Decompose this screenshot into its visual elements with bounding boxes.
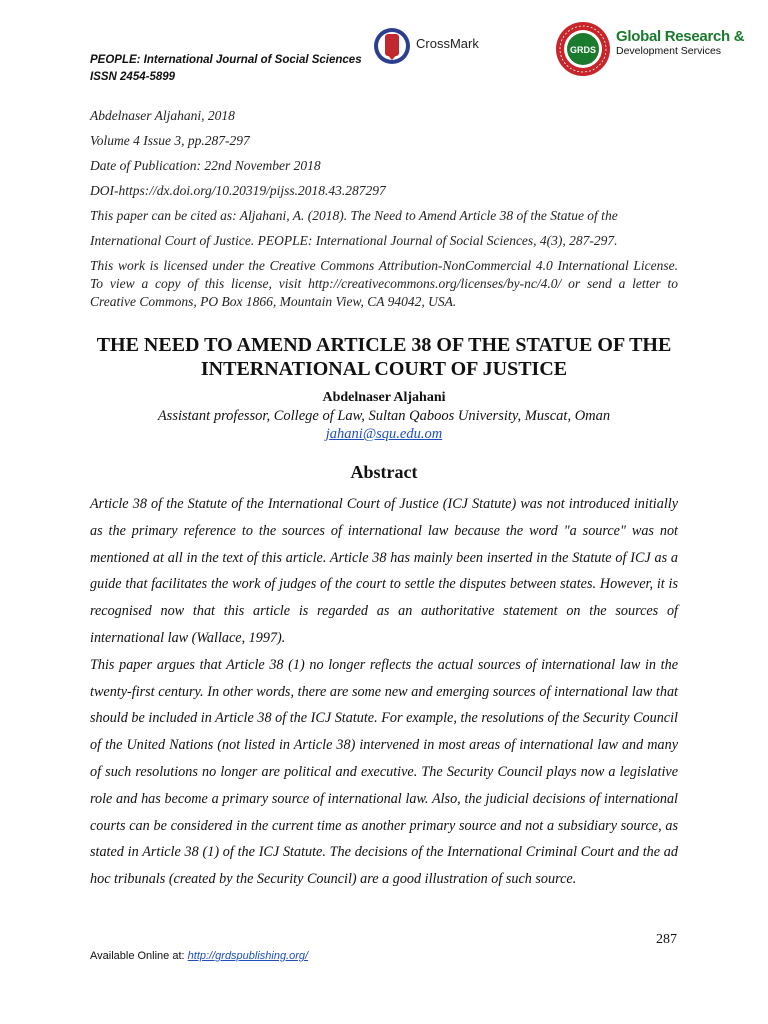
publisher-logo (554, 20, 754, 80)
seal-text: GRDS (569, 45, 597, 55)
issn: ISSN 2454-5899 (90, 71, 176, 83)
paper-title: THE NEED TO AMEND ARTICLE 38 OF THE STATUE OF THE INTERNATIONAL COURT OF JUSTICE (96, 334, 672, 380)
abstract-paragraph-1: Article 38 of the Statute of the International Court of Justice (ICJ Statute) was not introduced initially as the primary reference to the sources of international law because the word "a source" was not mentioned at all in the text of this article. Article 38 has mainly been inserted in the Statute of ICJ as a guide that facilitates the work of judges of the court to settle the disputes between states. However, it is recognised now that this article is regarded as an authoritative statement on the sources of international law (Wallace, 1997). (90, 496, 678, 646)
publisher-name-line2: Development Services (616, 45, 722, 57)
abstract-heading: Abstract (350, 462, 418, 482)
available-label: Available Online at: (90, 950, 188, 962)
crossmark-badge[interactable] (372, 24, 492, 68)
abstract-body (90, 491, 678, 893)
volume-issue: Volume 4 Issue 3, pp.287-297 (90, 133, 250, 148)
journal-info (90, 52, 362, 86)
publication-date: Date of Publication: 22nd November 2018 (90, 158, 321, 173)
author-affiliation: Assistant professor, College of Law, Sultan Qaboos University, Muscat, Oman (157, 408, 611, 424)
author-email-wrap (80, 426, 688, 443)
page-number: 287 (656, 932, 677, 947)
author-year: Abdelnaser Aljahani, 2018 (90, 108, 235, 123)
crossmark-label: CrossMark (416, 36, 479, 51)
author-email-link[interactable]: jahani@squ.edu.om (325, 426, 443, 442)
crossmark-icon (372, 24, 412, 68)
author-name: Abdelnaser Aljahani (322, 390, 446, 405)
license-text: This work is licensed under the Creative Commons Attribution-NonCommercial 4.0 International License. To view a copy of this license, visit http://creativecommons.org/licenses/by-nc/4.0/ or send a letter to Creative Commons, PO Box 1866, Mountain View, CA 94042, USA. (90, 258, 678, 309)
grds-seal-icon (554, 20, 612, 78)
journal-name: PEOPLE: International Journal of Social Sciences (90, 54, 362, 66)
publisher-name-line1: Global Research & (616, 28, 745, 45)
publisher-url-link[interactable]: http://grdspublishing.org/ (187, 950, 309, 962)
footer (90, 950, 308, 962)
doi: DOI-https://dx.doi.org/10.20319/pijss.2018.43.287297 (90, 183, 386, 198)
article-meta (90, 103, 678, 311)
citation-line-1: This paper can be cited as: Aljahani, A. (2018). The Need to Amend Article 38 of the Statue of the (90, 208, 618, 223)
abstract-paragraph-2: This paper argues that Article 38 (1) no longer reflects the actual sources of international law in the twenty-first century. In other words, there are some new and emerging sources of international law that should be included in Article 38 of the ICJ Statute. For example, the resolutions of the Security Council of the United Nations (not listed in Article 38) intervened in most areas of international law and many of such resolutions no longer are political and executive. The Security Council plays now a legislative role and has become a primary source of international law. Also, the judicial decisions of international courts can be considered in the current time as another primary source and not a subsidiary source, as stated in Article 38 (1) of the ICJ Statute. The decisions of the International Criminal Court and the ad hoc tribunals (created by the Security Council) are a good illustration of such source. (90, 656, 678, 888)
citation-line-2: International Court of Justice. PEOPLE: International Journal of Social Sciences, 4(3), 287-297. (90, 233, 618, 248)
